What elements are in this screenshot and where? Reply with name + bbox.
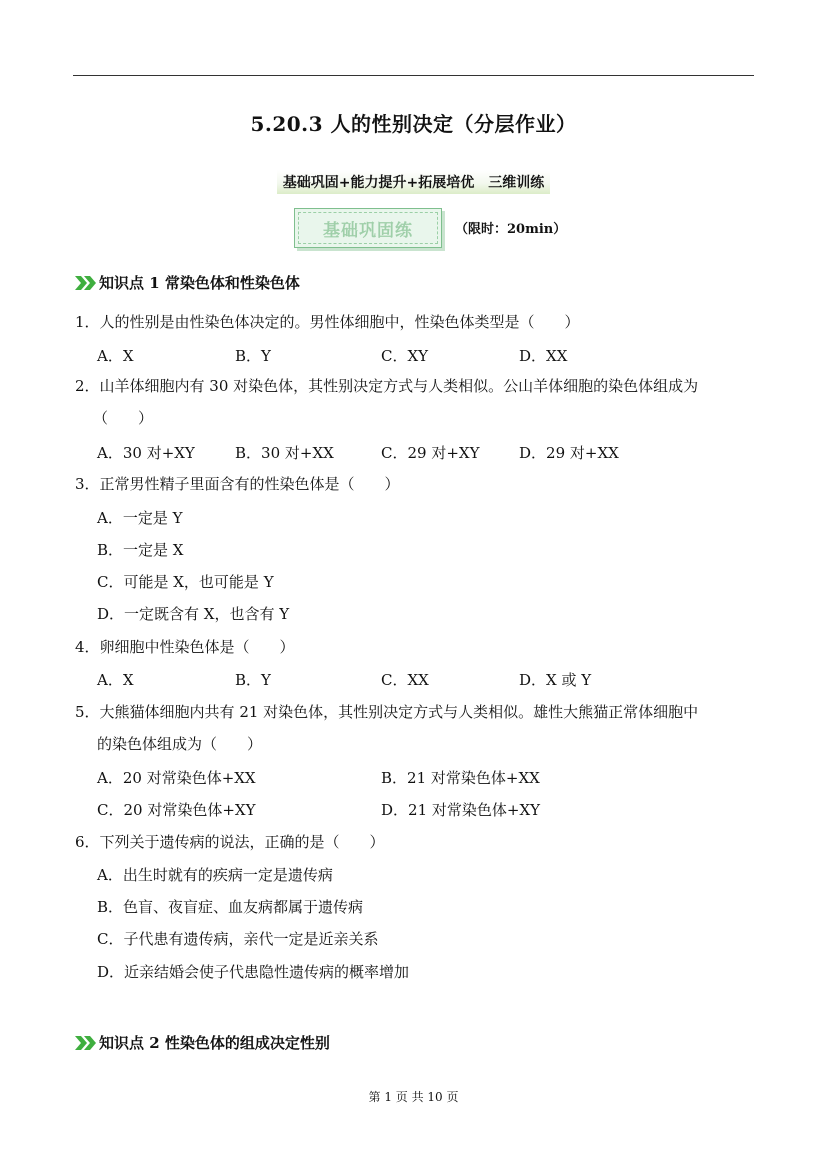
section-badge-label: 基础巩固练 xyxy=(298,212,438,244)
knowledge-point-heading xyxy=(75,272,300,293)
question-1-stem: 1．人的性别是由性染色体决定的。男性体细胞中，性染色体类型是（ ） xyxy=(75,313,580,331)
question-3-option-d: D．一定既含有 X，也含有 Y xyxy=(97,605,290,623)
question-4-option-d: D．X 或 Y xyxy=(519,671,592,689)
question-6-option-b: B．色盲、夜盲症、血友病都属于遗传病 xyxy=(97,898,364,916)
question-5-option-d: D．21 对常染色体+XY xyxy=(381,801,541,819)
page-title: 5.20.3 人的性别决定（分层作业） xyxy=(250,112,577,136)
question-5-option-c: C．20 对常染色体+XY xyxy=(97,801,256,819)
knowledge-point-label-2: 知识点 2 性染色体的组成决定性别 xyxy=(99,1034,330,1052)
question-3-option-b: B．一定是 X xyxy=(97,541,184,559)
subtitle: 基础巩固+能力提升+拓展培优 三维训练 xyxy=(277,170,550,194)
question-2-option-d: D．29 对+XX xyxy=(519,444,619,462)
double-chevron-icon xyxy=(75,1035,97,1051)
header-rule xyxy=(73,75,754,76)
question-5-stem: 5．大熊猫体细胞内共有 21 对染色体，其性别决定方式与人类相似。雄性大熊猫正常体细胞中 xyxy=(75,703,699,721)
question-1-option-d: D．XX xyxy=(519,347,568,365)
knowledge-point-heading-2 xyxy=(75,1032,330,1053)
question-3-option-a: A．一定是 Y xyxy=(97,509,183,527)
question-2-option-b: B．30 对+XX xyxy=(235,444,334,462)
question-3-option-c: C．可能是 X，也可能是 Y xyxy=(97,573,274,591)
question-6-option-c: C．子代患有遗传病，亲代一定是近亲关系 xyxy=(97,930,379,948)
subtitle-row xyxy=(0,170,827,194)
question-2-stem-continued: （ ） xyxy=(93,409,154,427)
question-2-option-a: A．30 对+XY xyxy=(97,444,195,462)
time-limit: （限时：20min） xyxy=(455,222,567,237)
question-5-stem-continued: 的染色体组成为（ ） xyxy=(97,735,263,753)
question-5-option-b: B．21 对常染色体+XX xyxy=(381,769,540,787)
question-4-option-a: A．X xyxy=(97,671,134,689)
question-3-stem: 3．正常男性精子里面含有的性染色体是（ ） xyxy=(75,475,400,493)
question-4-stem: 4．卵细胞中性染色体是（ ） xyxy=(75,638,295,656)
double-chevron-icon xyxy=(75,275,97,291)
question-1-option-b: B．Y xyxy=(235,347,271,365)
question-6-option-d: D．近亲结婚会使子代患隐性遗传病的概率增加 xyxy=(97,963,410,981)
section-badge xyxy=(294,208,442,248)
question-6-stem: 6．下列关于遗传病的说法，正确的是（ ） xyxy=(75,833,385,851)
knowledge-point-label: 知识点 1 常染色体和性染色体 xyxy=(99,274,300,292)
question-2-option-c: C．29 对+XY xyxy=(381,444,480,462)
question-1-option-a: A．X xyxy=(97,347,134,365)
question-6-option-a: A．出生时就有的疾病一定是遗传病 xyxy=(97,866,333,884)
question-2-stem: 2．山羊体细胞内有 30 对染色体，其性别决定方式与人类相似。公山羊体细胞的染色体组成为 xyxy=(75,377,699,395)
question-1-option-c: C．XY xyxy=(381,347,429,365)
question-5-option-a: A．20 对常染色体+XX xyxy=(97,769,256,787)
page-footer: 第 1 页 共 10 页 xyxy=(368,1090,459,1104)
question-4-option-b: B．Y xyxy=(235,671,271,689)
question-4-option-c: C．XX xyxy=(381,671,429,689)
